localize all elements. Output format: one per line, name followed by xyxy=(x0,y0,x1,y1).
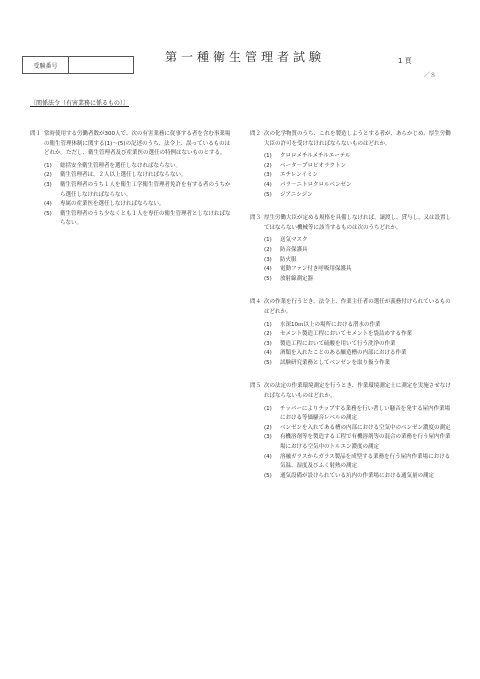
option-number: (4) xyxy=(44,201,52,208)
option-text: ジアニシジン xyxy=(280,191,313,198)
option-number: (3) xyxy=(264,256,272,263)
answer-option xyxy=(250,359,455,369)
option-text: 放射線測定器 xyxy=(280,275,314,282)
option-number: (5) xyxy=(264,191,272,198)
option-number: (3) xyxy=(264,340,272,347)
option-text: 有機溶剤等を製造する工程で有機溶剤等の混合の業務を行う屋内作業場における空気中のトルエン濃度の測定 xyxy=(280,434,451,451)
answer-option xyxy=(250,321,455,331)
option-number: (4) xyxy=(264,453,272,460)
option-text: 溶融ガラスからガラス製品を成型する業務を行う屋内作業場における気温、湿度及びふく射熱の測定 xyxy=(280,453,451,470)
answer-option xyxy=(30,181,235,200)
option-text: 衛生管理者のうち少なくとも１人を専任の衛生管理者としなければならない。 xyxy=(60,210,231,227)
answer-option xyxy=(30,210,235,229)
option-text: クロロメチルメチルエーテル xyxy=(280,153,351,160)
option-text: 酒類を入れたことのある醸造槽の内部における作業 xyxy=(280,350,407,357)
answer-option xyxy=(250,265,455,275)
question-number: 問４ xyxy=(250,299,262,306)
answer-option xyxy=(250,246,455,256)
answer-option xyxy=(250,181,455,191)
answer-option xyxy=(250,424,455,434)
question-text: 厚生労働大臣が定める規格を具備しなければ、譲渡し、貸与し、又は設置してはならない機械等に該当するものは次のうちどれか。 xyxy=(264,215,452,231)
exam-number-label: 受験番号 xyxy=(23,57,69,73)
option-number: (4) xyxy=(264,181,272,188)
option-number: (2) xyxy=(264,162,272,169)
option-text: ベータ－プロピオラクトン xyxy=(280,162,347,169)
question-block xyxy=(250,298,455,382)
option-text: 電動ファン付き呼吸用保護具 xyxy=(280,266,352,273)
option-number: (5) xyxy=(264,275,272,282)
answer-option xyxy=(30,200,235,210)
question-block xyxy=(250,382,455,495)
page-number: 1 頁 xyxy=(398,57,412,65)
option-text: 製造工程において硫酸を用いて行う洗浄の作業 xyxy=(280,340,396,347)
section-title: 〔関係法令（有害業務に係るもの）〕 xyxy=(30,100,130,107)
exam-number-box xyxy=(22,56,134,74)
option-text: チッパーによりチップする業務を行い著しい騒音を発する屋内作業場における等価騒音レベルの測定 xyxy=(280,405,451,422)
option-number: (1) xyxy=(264,405,272,412)
question-text: 次の化学物質のうち、これを製造しようとする者が、あらかじめ、厚生労働大臣の許可を受けなければならないものはどれか。 xyxy=(264,131,451,147)
option-text: 通気設備が設けられている坑内の作業場における通気量の測定 xyxy=(280,472,435,479)
option-text: 専属の産業医を選任しなければならない。 xyxy=(60,201,165,208)
question-number: 問５ xyxy=(250,383,262,390)
question-number: 問３ xyxy=(250,215,262,222)
option-number: (5) xyxy=(44,210,52,217)
page-total: ／８ xyxy=(424,72,437,79)
option-number: (1) xyxy=(44,162,52,169)
option-number: (5) xyxy=(264,359,272,366)
answer-option xyxy=(250,349,455,359)
option-number: (2) xyxy=(264,424,272,431)
option-number: (1) xyxy=(264,153,272,160)
option-text: 総括安全衛生管理者を選任しなければならない。 xyxy=(60,162,182,169)
option-number: (4) xyxy=(264,266,272,273)
question-text: 常時使用する労働者数が300人で、次の有害業務に従事する者を含む事業場の衛生管理体制に関する(1)～(5)の記述のうち、法令上、誤っているものはどれか。ただし、衛生管理者及び産業医の選任の特例はないものとする。 xyxy=(44,131,231,157)
option-text: 試験研究業務としてベンゼンを取り扱う作業 xyxy=(280,359,391,366)
answer-option xyxy=(250,433,455,452)
question-number: 問２ xyxy=(250,131,262,137)
answer-option xyxy=(250,472,455,482)
option-text: パラ－ニトロクロルベンゼン xyxy=(280,181,352,188)
option-number: (5) xyxy=(264,472,272,479)
right-column xyxy=(250,130,455,495)
option-number: (4) xyxy=(264,350,272,357)
page-title: 第一種衛生管理者試験 xyxy=(164,50,325,64)
option-text: 送気マスク xyxy=(280,237,308,244)
question-block xyxy=(30,130,235,243)
answer-option xyxy=(250,152,455,162)
answer-option xyxy=(30,171,235,181)
answer-option xyxy=(250,256,455,266)
option-number: (3) xyxy=(264,172,272,179)
question-text: 次の法定の作業環境測定を行うとき、作業環境測定士に測定を実施させなければならないものはどれか。 xyxy=(264,383,451,400)
option-text: 衛生管理者のうち１人を衛生工学衛生管理者免許を有する者のうちから選任しなければならない。 xyxy=(60,181,231,198)
answer-option xyxy=(250,405,455,424)
question-block xyxy=(250,214,455,298)
question-number: 問１ xyxy=(30,131,42,137)
answer-option xyxy=(250,236,455,246)
option-text: 衛生管理者は、２人以上選任しなければならない。 xyxy=(60,172,187,179)
answer-option xyxy=(250,162,455,172)
answer-option xyxy=(250,191,455,201)
option-text: エチレンイミン xyxy=(280,172,318,179)
question-text: 次の作業を行うとき、法令上、作業主任者の選任が義務付けられているものはどれか。 xyxy=(264,299,451,315)
left-column xyxy=(30,130,235,243)
option-text: 水深10ｍ以上の場所における潜水の作業 xyxy=(280,321,381,328)
option-number: (2) xyxy=(264,331,272,338)
question-block xyxy=(250,130,455,214)
exam-number-field[interactable] xyxy=(69,57,133,73)
option-number: (2) xyxy=(264,246,272,253)
answer-option xyxy=(250,275,455,285)
answer-option xyxy=(250,340,455,350)
option-text: ベンゼンを入れてある槽の内部における空気中のベンゼン濃度の測定 xyxy=(280,424,451,431)
answer-option xyxy=(30,162,235,172)
option-text: 防音保護具 xyxy=(280,246,308,253)
option-number: (1) xyxy=(264,237,272,244)
option-text: 防火服 xyxy=(280,256,297,263)
option-text: セメント製造工程においてセメントを袋詰めする作業 xyxy=(280,331,413,338)
option-number: (1) xyxy=(264,321,272,328)
option-number: (3) xyxy=(264,434,272,441)
option-number: (3) xyxy=(44,181,52,188)
answer-option xyxy=(250,171,455,181)
answer-option xyxy=(250,453,455,472)
answer-option xyxy=(250,330,455,340)
option-number: (2) xyxy=(44,172,52,179)
